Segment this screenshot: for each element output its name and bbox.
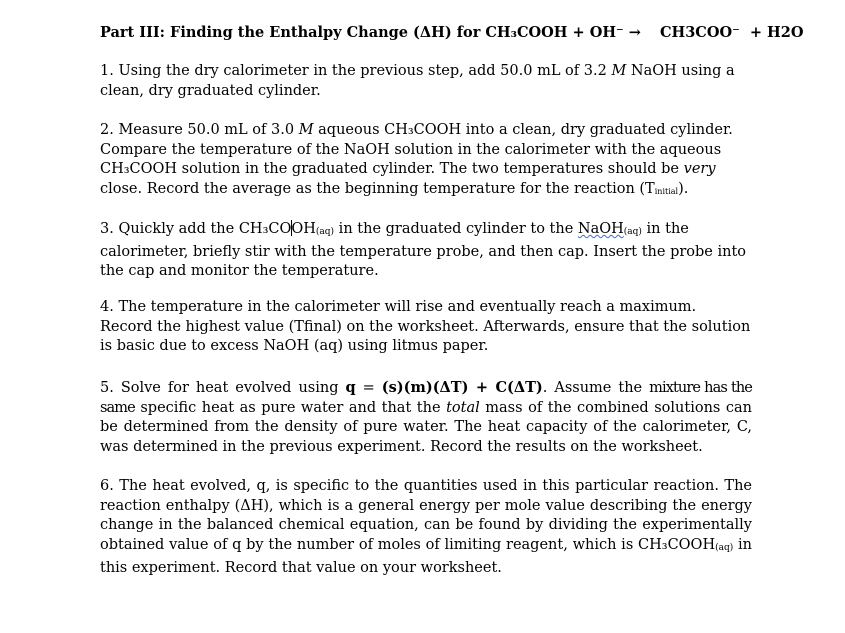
step-5-paragraph: [100, 378, 752, 458]
step-2-text: 2. Measure 50.0 mL of 3.0: [100, 122, 299, 138]
section-heading: [100, 22, 803, 44]
step-5-text-mid: . Assume the: [542, 380, 650, 396]
step-3-text-oh: OH: [291, 221, 316, 237]
spellcheck-naoh: NaOH: [577, 221, 624, 237]
step-3-text-mid: in the graduated cylinder to the: [334, 221, 578, 237]
step-5-text-end: mass of the combined solutions can be determined from the density of pure water. The heat capacity of the calorimeter, C, was determined in the previous experiment. Record the results on the worksheet.: [100, 399, 752, 456]
equals-sign: =: [355, 380, 382, 396]
heading-plus-water: + H2O: [749, 24, 804, 41]
step-2-text-close: ).: [678, 181, 689, 198]
molar-unit: M: [611, 63, 627, 79]
step-6-text-end: in this experiment. Record that value on your worksheet.: [100, 537, 752, 576]
step-6-paragraph: [100, 477, 752, 579]
step-3-paragraph[interactable]: [100, 220, 752, 282]
step-3-text: 3. Quickly add the CH₃CO: [100, 221, 292, 237]
step-3-text-end: in the calorimeter, briefly stir with the temperature probe, and then cap. Insert the probe into the cap and monitor the temperature.: [100, 221, 747, 280]
aqueous-label: (aq): [715, 543, 734, 554]
step-5-text: 5. Solve for heat evolved using: [100, 380, 346, 396]
subscript-initial: initial: [654, 187, 679, 197]
step-2-paragraph: [100, 121, 752, 202]
step-5-condensed-text: mixture has the same: [100, 380, 752, 416]
step-2-text-mid: aqueous CH₃COOH into a clean, dry graduated cylinder. Compare the temperature of the NaOH solution in the calorimeter with the aqueous CH₃COOH solution in the graduated cylinder. The two temperatures should be: [100, 122, 733, 178]
emphasis-total: total: [446, 399, 480, 416]
aqueous-label: (aq): [315, 227, 335, 237]
molar-unit: M: [298, 122, 314, 138]
heading-products: CH3COO⁻: [659, 24, 740, 41]
heat-formula: (s)(m)(ΔT) + C(ΔT): [381, 379, 543, 396]
step-1-text-end: NaOH using a clean, dry graduated cylinder.: [100, 63, 735, 99]
step-5-text-tail: specific heat as pure water and that the: [134, 399, 447, 416]
heat-variable: q: [345, 379, 356, 396]
aqueous-label: (aq): [623, 227, 642, 237]
step-1-paragraph: [100, 62, 752, 101]
heading-prefix: Part III: Finding the Enthalpy Change (ΔH) for CH₃COOH + OH⁻ →: [100, 24, 646, 41]
emphasis-very: very: [683, 161, 716, 178]
step-2-text-tail: close. Record the average as the beginning temperature for the reaction (T: [100, 181, 655, 198]
step-6-text: 6. The heat evolved, q, is specific to the quantities used in this particular reaction. The reaction enthalpy (ΔH), which is a general energy per mole value describing the energy change in the balanced chemical equation, can be found by dividing the experimentally obtained value of q by the number of moles of limiting reagent, which is CH₃COOH: [100, 478, 752, 554]
step-1-text: 1. Using the dry calorimeter in the previous step, add 50.0 mL of 3.2: [100, 63, 612, 79]
step-4-paragraph: 4. The temperature in the calorimeter will rise and eventually reach a maximum. Record the highest value (Tfinal) on the worksheet. Afterwards, ensure that the solution is basic due to excess NaOH (aq) using litmus paper.: [100, 299, 751, 355]
